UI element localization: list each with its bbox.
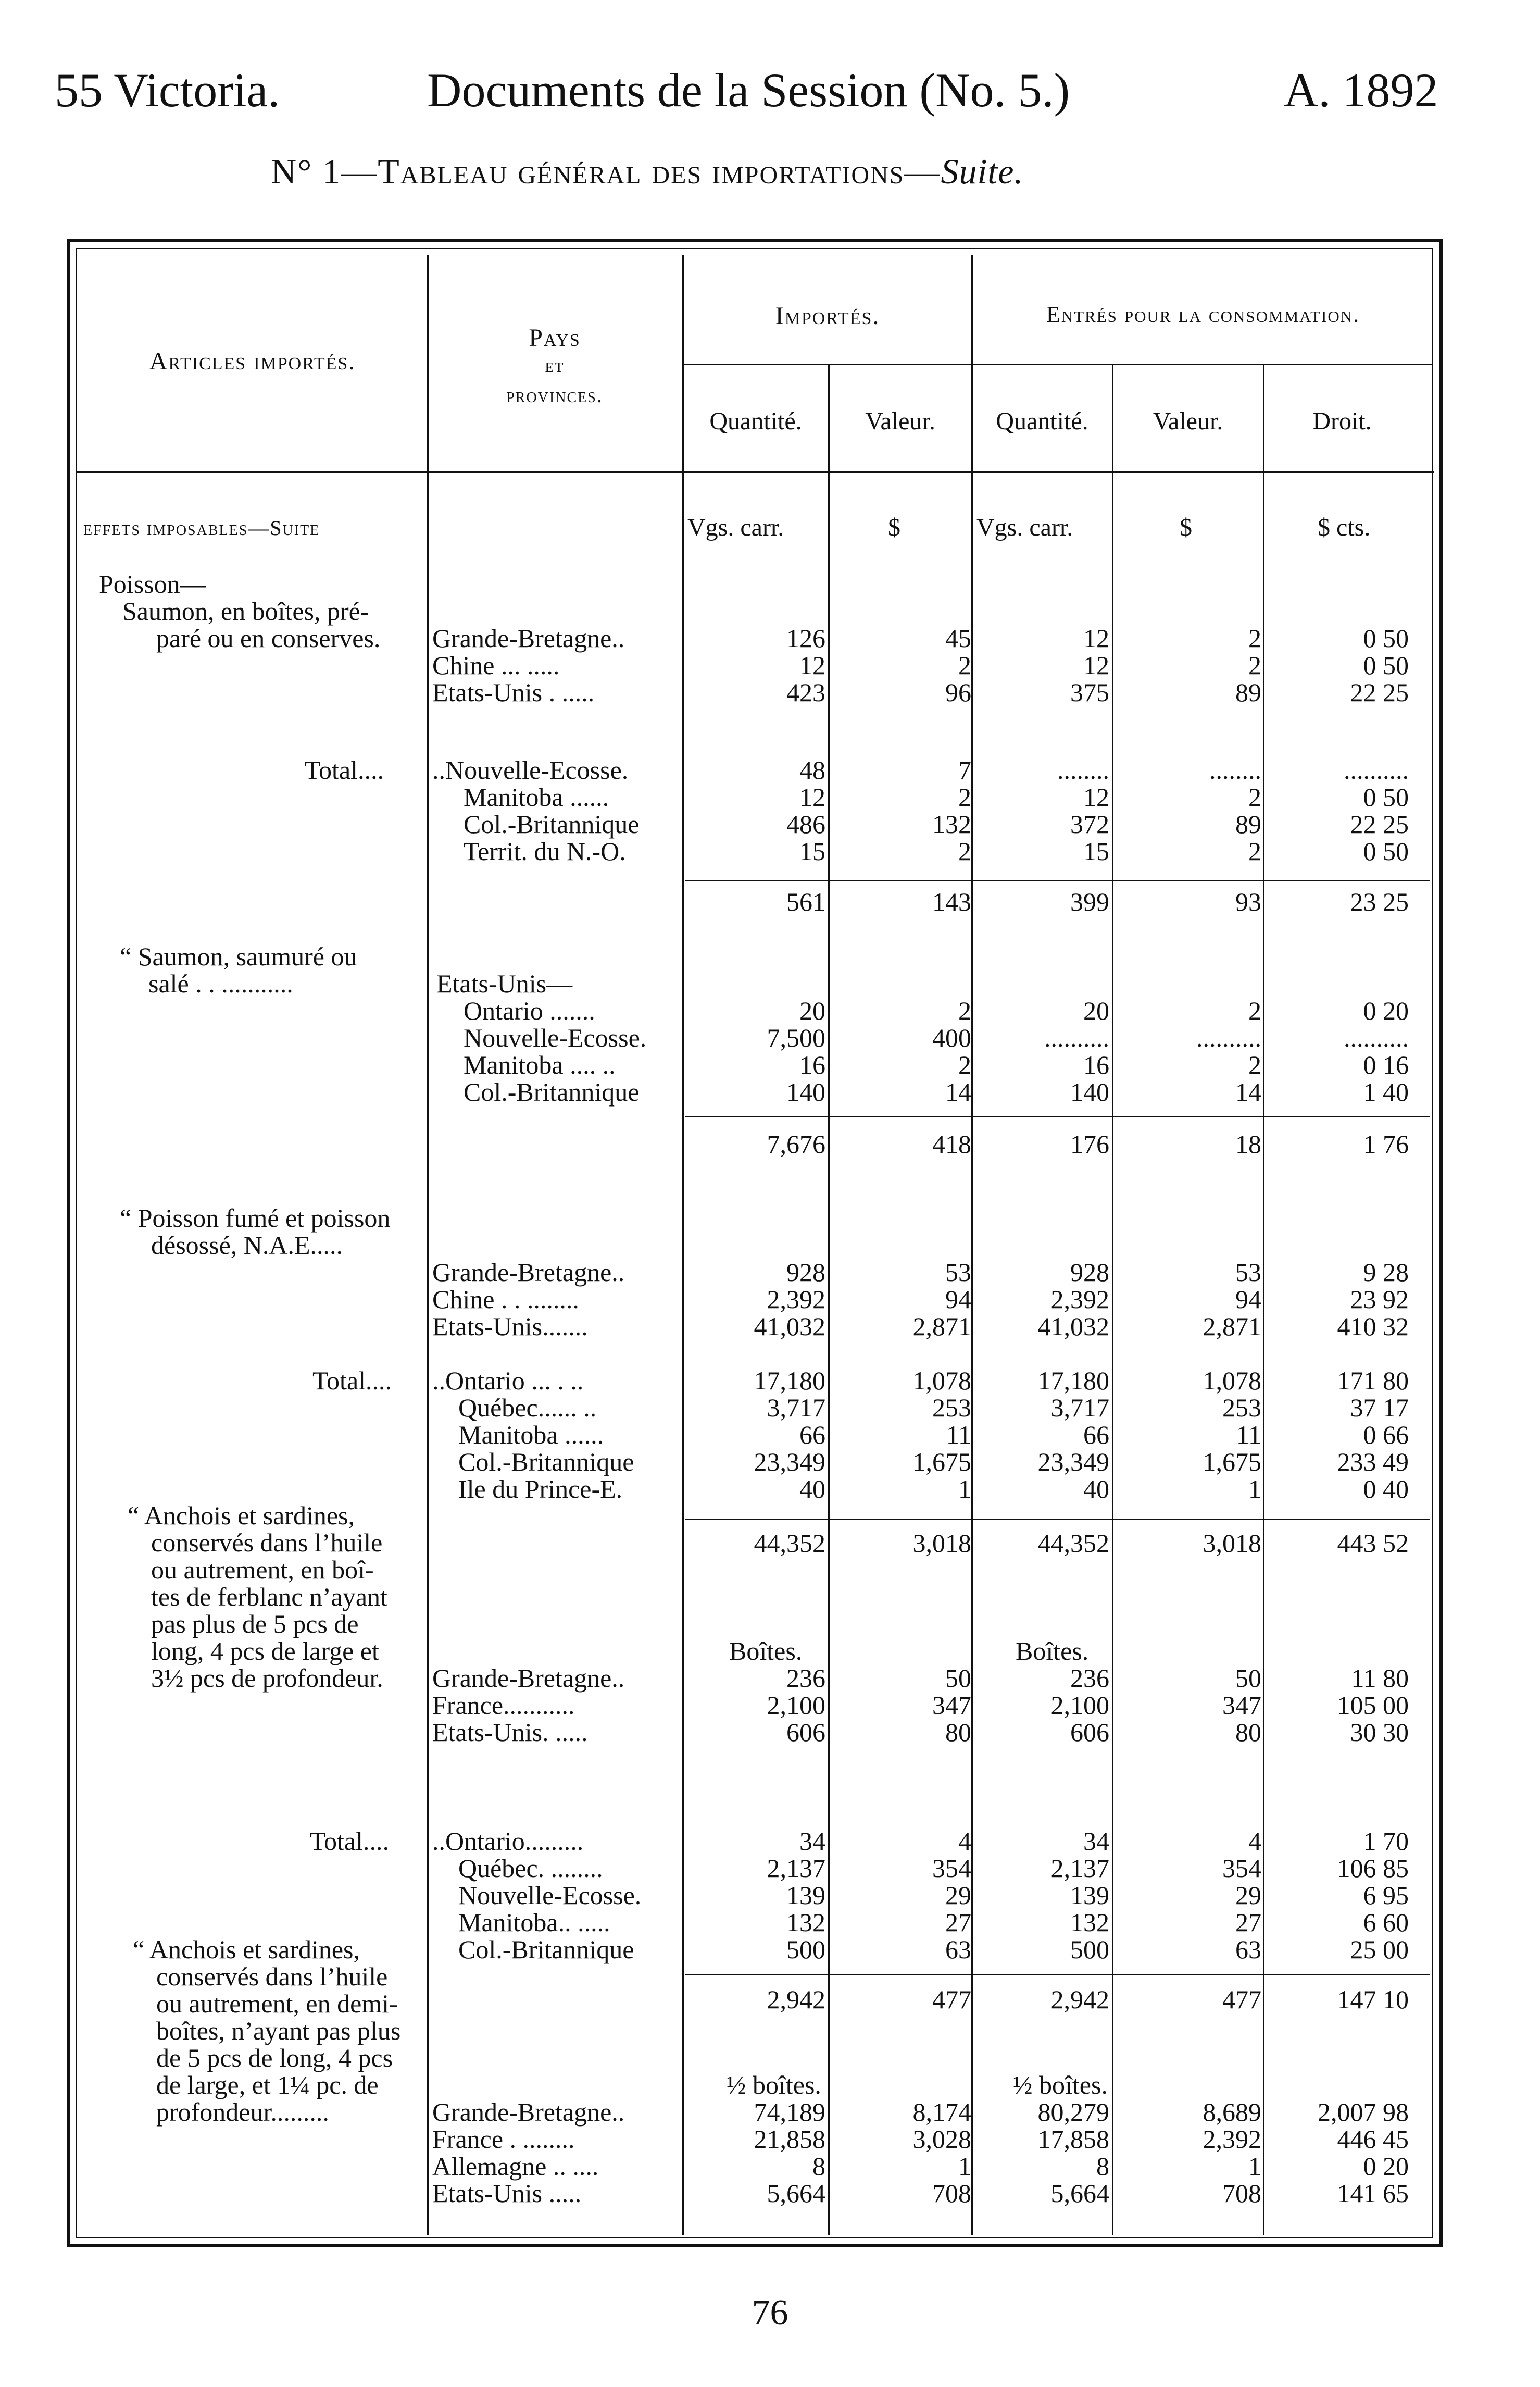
value-imported-cell: 418 (932, 1129, 971, 1159)
country-cell: Manitoba ...... (464, 782, 609, 812)
quantity-consumed-cell: 15 (1083, 837, 1109, 866)
duty-cell: 0 66 (1363, 1420, 1409, 1449)
value-imported-cell: 1 (958, 1474, 971, 1503)
value-consumed-cell: 477 (1222, 1985, 1261, 2014)
quantity-consumed-cell: 80,279 (1037, 2097, 1109, 2127)
article-saumon-1: Saumon, en boîtes, pré- (122, 596, 369, 626)
quantity-consumed-cell: 8 (1096, 2152, 1109, 2181)
table-title: N° 1—Tableau général des importations—Suite. (271, 152, 1024, 191)
header-year: A. 1892 (1284, 64, 1438, 117)
table-row (0, 1024, 1540, 1051)
quantity-imported-cell: 74,189 (754, 2097, 825, 2127)
value-consumed-cell: 63 (1235, 1935, 1261, 1964)
value-consumed-cell: 11 (1236, 1420, 1261, 1449)
country-cell: Etats-Unis ..... (432, 2179, 582, 2208)
quantity-imported-cell: 44,352 (754, 1528, 825, 1558)
header-et: et (545, 355, 565, 377)
duty-cell: 23 25 (1350, 887, 1409, 916)
quantity-imported-cell: 2,392 (767, 1285, 825, 1314)
unit-q2: Vgs. carr. (976, 514, 1073, 541)
value-imported-cell: 8,174 (912, 2097, 971, 2127)
table-row (0, 625, 1540, 652)
article-anchois2-4: boîtes, n’ayant pas plus (156, 2016, 401, 2045)
value-imported-cell: 96 (945, 678, 971, 707)
value-consumed-cell: 347 (1222, 1690, 1261, 1720)
table-row (0, 1827, 1540, 1855)
quantity-imported-cell: 928 (786, 1258, 825, 1287)
header-rule-bottom (77, 471, 1434, 473)
duty-cell: 11 80 (1351, 1663, 1409, 1693)
country-cell: Ile du Prince-E. (458, 1474, 623, 1503)
country-cell: Grande-Bretagne.. (432, 1258, 625, 1287)
table-row (0, 1692, 1540, 1719)
duty-cell: 106 85 (1337, 1854, 1409, 1883)
quantity-imported-cell: 16 (799, 1050, 825, 1079)
article-saumure-1: “ Saumon, saumuré ou (120, 942, 357, 971)
duty-cell: 0 16 (1363, 1050, 1409, 1079)
quantity-consumed-cell: 23,349 (1037, 1447, 1109, 1476)
quantity-consumed-cell: 132 (1070, 1908, 1109, 1937)
quantity-consumed-cell: 41,032 (1037, 1312, 1109, 1341)
total-rule (685, 1974, 1430, 1975)
value-consumed-cell: 2 (1248, 996, 1261, 1025)
header-quantite-entres: Quantité. (996, 407, 1088, 435)
header-quantite-importes: Quantité. (709, 407, 802, 435)
article-anchois1-5: pas plus de 5 pcs de (151, 1609, 359, 1638)
value-imported-cell: 1,675 (912, 1447, 971, 1476)
quantity-imported-cell: 48 (799, 755, 825, 785)
table-row (0, 2153, 1540, 2180)
country-cell: Col.-Britannique (464, 1077, 640, 1107)
quantity-consumed-cell: 500 (1070, 1935, 1109, 1964)
value-imported-cell: 354 (932, 1854, 971, 1883)
country-cell: Allemagne .. .... (432, 2152, 599, 2181)
quantity-imported-cell: 20 (799, 996, 825, 1025)
quantity-consumed-cell: 2,137 (1050, 1854, 1109, 1883)
duty-cell: 23 92 (1350, 1285, 1409, 1314)
unit-q1: Vgs. carr. (687, 514, 784, 541)
table-row (0, 1855, 1540, 1882)
quantity-consumed-cell: 17,858 (1037, 2124, 1109, 2154)
quantity-imported-cell: 40 (799, 1474, 825, 1503)
page-number: 76 (752, 2293, 788, 2333)
quantity-consumed-cell: 2,100 (1050, 1690, 1109, 1720)
article-fume-2: désossé, N.A.E..... (151, 1230, 343, 1260)
value-consumed-cell: 27 (1235, 1908, 1261, 1937)
quantity-imported-cell: 12 (799, 651, 825, 680)
table-row (0, 1286, 1540, 1313)
quantity-imported-cell: 17,180 (754, 1366, 825, 1395)
table-row (0, 1986, 1540, 2013)
duty-cell: 141 65 (1337, 2179, 1409, 2208)
value-imported-cell: 53 (945, 1258, 971, 1287)
value-imported-cell: 4 (958, 1826, 971, 1856)
quantity-imported-cell: 423 (786, 678, 825, 707)
quantity-imported-cell: 126 (786, 624, 825, 653)
total-label: Total.... (310, 1826, 390, 1856)
quantity-imported-cell: 236 (786, 1663, 825, 1693)
article-anchois1-1: “ Anchois et sardines, (128, 1501, 355, 1530)
quantity-imported-cell: 21,858 (754, 2124, 825, 2154)
table-row (0, 1367, 1540, 1394)
value-consumed-cell: 1 (1248, 1474, 1261, 1503)
quantity-imported-cell: 3,717 (767, 1393, 825, 1422)
duty-cell: 6 60 (1363, 1908, 1409, 1937)
section-label: effets imposables—Suite (83, 516, 320, 540)
country-cell: Nouvelle-Ecosse. (458, 1881, 642, 1910)
table-row (0, 679, 1540, 706)
quantity-imported-cell: 34 (799, 1826, 825, 1856)
header-articles: Articles importés. (149, 347, 356, 375)
header-rule-groups (682, 364, 1432, 365)
value-consumed-cell: 2 (1248, 782, 1261, 812)
quantity-imported-cell: 15 (799, 837, 825, 866)
country-cell: France . ........ (432, 2124, 575, 2154)
value-imported-cell: 45 (945, 624, 971, 653)
quantity-consumed-cell: 176 (1070, 1129, 1109, 1159)
article-anchois2-7: profondeur......... (156, 2097, 329, 2127)
quantity-consumed-cell: 375 (1070, 678, 1109, 707)
duty-cell: 446 45 (1337, 2124, 1409, 2154)
value-imported-cell: 477 (932, 1985, 971, 2014)
value-imported-cell: 2,871 (912, 1312, 971, 1341)
country-cell: Québec...... .. (458, 1393, 597, 1422)
quantity-consumed-cell: 140 (1070, 1077, 1109, 1107)
country-cell: Grande-Bretagne.. (432, 624, 625, 653)
quantity-consumed-cell: 372 (1070, 810, 1109, 839)
value-imported-cell: 11 (946, 1420, 971, 1449)
value-consumed-cell: 89 (1235, 678, 1261, 707)
value-imported-cell: 3,028 (912, 2124, 971, 2154)
country-cell: Manitoba .... .. (464, 1050, 616, 1079)
quantity-imported-cell: 23,349 (754, 1447, 825, 1476)
table-row (0, 888, 1540, 915)
quantity-consumed-cell: 17,180 (1037, 1366, 1109, 1395)
country-cell: ..Nouvelle-Ecosse. (432, 755, 629, 785)
value-consumed-cell: 29 (1235, 1881, 1261, 1910)
table-row (0, 811, 1540, 838)
value-imported-cell: 14 (945, 1077, 971, 1107)
duty-cell: 0 50 (1363, 837, 1409, 866)
country-cell: Etats-Unis . ..... (432, 678, 595, 707)
duty-cell: 0 20 (1363, 2152, 1409, 2181)
country-cell: Manitoba ...... (458, 1420, 604, 1449)
value-imported-cell: 2 (958, 837, 971, 866)
quantity-consumed-cell: 606 (1070, 1718, 1109, 1747)
quantity-imported-cell: 561 (786, 887, 825, 916)
article-anchois1-6: long, 4 pcs de large et (151, 1636, 379, 1665)
unit-demi-boites-entres: ½ boîtes. (1013, 2070, 1108, 2099)
value-imported-cell: 29 (945, 1881, 971, 1910)
table-row (0, 2125, 1540, 2153)
table-row (0, 2180, 1540, 2207)
value-consumed-cell: ........ (1209, 755, 1261, 785)
duty-cell: 30 30 (1350, 1718, 1409, 1747)
quantity-imported-cell: 12 (799, 782, 825, 812)
duty-cell: 2,007 98 (1318, 2097, 1409, 2127)
country-cell: Col.-Britannique (458, 1935, 634, 1964)
table-row (0, 1664, 1540, 1692)
duty-cell: 1 40 (1363, 1077, 1409, 1107)
value-consumed-cell: 50 (1235, 1663, 1261, 1693)
quantity-imported-cell: 139 (786, 1881, 825, 1910)
article-anchois1-7: 3½ pcs de profondeur. (151, 1663, 383, 1693)
etats-unis-group: Etats-Unis— (436, 969, 573, 998)
total-label: Total.... (305, 755, 384, 785)
duty-cell: .......... (1344, 1023, 1409, 1052)
unit-boites-importes: Boîtes. (729, 1636, 803, 1665)
quantity-imported-cell: 5,664 (767, 2179, 825, 2208)
value-imported-cell: 253 (932, 1393, 971, 1422)
unit-d: $ cts. (1318, 514, 1371, 541)
quantity-imported-cell: 7,500 (767, 1023, 825, 1052)
table-row (0, 1130, 1540, 1158)
value-consumed-cell: 2,392 (1203, 2124, 1261, 2154)
article-anchois1-3: ou autrement, en boî- (151, 1555, 374, 1584)
total-rule (685, 880, 1430, 881)
country-cell: Grande-Bretagne.. (432, 2097, 625, 2127)
table-row (0, 1448, 1540, 1475)
country-cell: Etats-Unis....... (432, 1312, 588, 1341)
article-anchois1-4: tes de ferblanc n’ayant (151, 1582, 387, 1611)
quantity-consumed-cell: 66 (1083, 1420, 1109, 1449)
country-cell: France........... (432, 1690, 575, 1720)
country-cell: Territ. du N.-O. (464, 837, 626, 866)
header-pays: Pays (529, 324, 581, 352)
quantity-consumed-cell: 2,942 (1050, 1985, 1109, 2014)
country-cell: Chine . . ........ (432, 1285, 579, 1314)
table-row (0, 2098, 1540, 2125)
value-consumed-cell: 14 (1235, 1077, 1261, 1107)
duty-cell: .......... (1344, 755, 1409, 785)
country-cell: Chine ... ..... (432, 651, 560, 680)
duty-cell: 0 20 (1363, 996, 1409, 1025)
table-row (0, 652, 1540, 679)
value-imported-cell: 132 (932, 810, 971, 839)
value-consumed-cell: 1 (1248, 2152, 1261, 2181)
quantity-imported-cell: 2,137 (767, 1854, 825, 1883)
table-row (0, 1421, 1540, 1448)
article-anchois2-6: de large, et 1¼ pc. de (156, 2070, 379, 2099)
table-row (0, 1936, 1540, 1963)
value-consumed-cell: 1,078 (1203, 1366, 1261, 1395)
country-cell: Col.-Britannique (464, 810, 640, 839)
table-row (0, 1051, 1540, 1078)
quantity-imported-cell: 2,100 (767, 1690, 825, 1720)
duty-cell: 0 50 (1363, 624, 1409, 653)
duty-cell: 0 40 (1363, 1474, 1409, 1503)
quantity-consumed-cell: 12 (1083, 782, 1109, 812)
page-header (55, 63, 1461, 135)
value-imported-cell: 50 (945, 1663, 971, 1693)
unit-boites-entres: Boîtes. (1016, 1636, 1089, 1665)
header-importes: Importés. (775, 302, 880, 330)
value-imported-cell: 7 (958, 755, 971, 785)
table-row (0, 1475, 1540, 1502)
value-consumed-cell: 1,675 (1203, 1447, 1261, 1476)
value-consumed-cell: 2,871 (1203, 1312, 1261, 1341)
duty-cell: 105 00 (1337, 1690, 1409, 1720)
quantity-consumed-cell: 34 (1083, 1826, 1109, 1856)
article-anchois2-1: “ Anchois et sardines, (133, 1935, 360, 1964)
quantity-consumed-cell: .......... (1044, 1023, 1109, 1052)
duty-cell: 9 28 (1363, 1258, 1409, 1287)
value-imported-cell: 400 (932, 1023, 971, 1052)
value-imported-cell: 27 (945, 1908, 971, 1937)
value-consumed-cell: 18 (1235, 1129, 1261, 1159)
article-anchois2-5: de 5 pcs de long, 4 pcs (156, 2043, 393, 2072)
value-imported-cell: 2 (958, 651, 971, 680)
value-consumed-cell: 2 (1248, 837, 1261, 866)
value-consumed-cell: 53 (1235, 1258, 1261, 1287)
unit-demi-boites-importes: ½ boîtes. (727, 2070, 821, 2099)
country-cell: Manitoba.. ..... (458, 1908, 610, 1937)
duty-cell: 1 76 (1363, 1129, 1409, 1159)
table-row (0, 1313, 1540, 1340)
quantity-consumed-cell: 40 (1083, 1474, 1109, 1503)
duty-cell: 147 10 (1337, 1985, 1409, 2014)
value-consumed-cell: 3,018 (1203, 1528, 1261, 1558)
value-imported-cell: 63 (945, 1935, 971, 1964)
article-saumure-2: salé . . ........... (148, 969, 293, 998)
header-valeur-importes: Valeur. (865, 407, 935, 435)
article-poisson: Poisson— (99, 569, 206, 599)
quantity-consumed-cell: 139 (1070, 1881, 1109, 1910)
quantity-imported-cell: 606 (786, 1718, 825, 1747)
article-saumon-2: paré ou en conserves. (156, 624, 381, 653)
value-consumed-cell: 8,689 (1203, 2097, 1261, 2127)
country-cell: Grande-Bretagne.. (432, 1663, 625, 1693)
duty-cell: 22 25 (1350, 810, 1409, 839)
unit-v1: $ (888, 514, 900, 541)
total-label: Total.... (312, 1366, 392, 1395)
duty-cell: 410 32 (1337, 1312, 1409, 1341)
duty-cell: 6 95 (1363, 1881, 1409, 1910)
value-imported-cell: 143 (932, 887, 971, 916)
duty-cell: 233 49 (1337, 1447, 1409, 1476)
table-row (0, 1909, 1540, 1936)
quantity-consumed-cell: 12 (1083, 624, 1109, 653)
header-entres: Entrés pour la consommation. (1046, 302, 1360, 327)
quantity-consumed-cell: 16 (1083, 1050, 1109, 1079)
value-consumed-cell: 2 (1248, 1050, 1261, 1079)
value-consumed-cell: .......... (1196, 1023, 1261, 1052)
duty-cell: 25 00 (1350, 1935, 1409, 1964)
table-row (0, 1078, 1540, 1105)
value-imported-cell: 708 (932, 2179, 971, 2208)
quantity-imported-cell: 7,676 (767, 1129, 825, 1159)
country-cell: ..Ontario......... (432, 1826, 584, 1856)
value-imported-cell: 94 (945, 1285, 971, 1314)
value-imported-cell: 2 (958, 996, 971, 1025)
duty-cell: 37 17 (1350, 1393, 1409, 1422)
unit-v2: $ (1180, 514, 1192, 541)
header-droit: Droit. (1312, 407, 1372, 435)
header-provinces: provinces. (506, 383, 603, 407)
quantity-imported-cell: 8 (812, 2152, 825, 2181)
quantity-imported-cell: 66 (799, 1420, 825, 1449)
country-cell: Nouvelle-Ecosse. (464, 1023, 647, 1052)
header-document: Documents de la Session (No. 5.) (427, 64, 1070, 117)
article-anchois1-2: conservés dans l’huile (151, 1528, 383, 1557)
value-consumed-cell: 80 (1235, 1718, 1261, 1747)
value-consumed-cell: 2 (1248, 651, 1261, 680)
duty-cell: 0 50 (1363, 782, 1409, 812)
quantity-consumed-cell: 12 (1083, 651, 1109, 680)
value-consumed-cell: 354 (1222, 1854, 1261, 1883)
duty-cell: 22 25 (1350, 678, 1409, 707)
quantity-imported-cell: 486 (786, 810, 825, 839)
value-imported-cell: 80 (945, 1718, 971, 1747)
total-rule (685, 1116, 1430, 1117)
quantity-consumed-cell: ........ (1057, 755, 1109, 785)
table-row (0, 838, 1540, 865)
quantity-imported-cell: 41,032 (754, 1312, 825, 1341)
quantity-consumed-cell: 236 (1070, 1663, 1109, 1693)
quantity-imported-cell: 500 (786, 1935, 825, 1964)
table-row (0, 1882, 1540, 1909)
duty-cell: 1 70 (1363, 1826, 1409, 1856)
quantity-imported-cell: 132 (786, 1908, 825, 1937)
quantity-imported-cell: 140 (786, 1077, 825, 1107)
table-row (0, 1394, 1540, 1421)
value-imported-cell: 2 (958, 1050, 971, 1079)
header-session: 55 Victoria. (55, 64, 280, 117)
table-row (0, 1530, 1540, 1557)
value-imported-cell: 2 (958, 782, 971, 812)
country-cell: Col.-Britannique (458, 1447, 634, 1476)
table-row (0, 1719, 1540, 1746)
value-imported-cell: 1,078 (912, 1366, 971, 1395)
country-cell: Etats-Unis. ..... (432, 1718, 588, 1747)
value-imported-cell: 3,018 (912, 1528, 971, 1558)
article-fume-1: “ Poisson fumé et poisson (120, 1203, 391, 1233)
value-imported-cell: 347 (932, 1690, 971, 1720)
duty-cell: 171 80 (1337, 1366, 1409, 1395)
country-cell: ..Ontario ... . .. (432, 1366, 584, 1395)
quantity-consumed-cell: 399 (1070, 887, 1109, 916)
article-anchois2-3: ou autrement, en demi- (156, 1989, 398, 2018)
duty-cell: 443 52 (1337, 1528, 1409, 1558)
quantity-consumed-cell: 928 (1070, 1258, 1109, 1287)
value-consumed-cell: 89 (1235, 810, 1261, 839)
quantity-consumed-cell: 20 (1083, 996, 1109, 1025)
value-consumed-cell: 253 (1222, 1393, 1261, 1422)
country-cell: Québec. ........ (458, 1854, 603, 1883)
quantity-consumed-cell: 5,664 (1050, 2179, 1109, 2208)
value-imported-cell: 1 (958, 2152, 971, 2181)
value-consumed-cell: 2 (1248, 624, 1261, 653)
quantity-consumed-cell: 44,352 (1037, 1528, 1109, 1558)
quantity-consumed-cell: 2,392 (1050, 1285, 1109, 1314)
table-row (0, 784, 1540, 811)
value-consumed-cell: 94 (1235, 1285, 1261, 1314)
country-cell: Ontario ....... (464, 996, 595, 1025)
article-anchois2-2: conservés dans l’huile (156, 1962, 388, 1991)
value-consumed-cell: 93 (1235, 887, 1261, 916)
total-rule (685, 1519, 1430, 1520)
table-row (0, 997, 1540, 1024)
quantity-imported-cell: 2,942 (767, 1985, 825, 2014)
value-consumed-cell: 4 (1248, 1826, 1261, 1856)
quantity-consumed-cell: 3,717 (1050, 1393, 1109, 1422)
duty-cell: 0 50 (1363, 651, 1409, 680)
table-row (0, 1259, 1540, 1286)
header-valeur-entres: Valeur. (1153, 407, 1223, 435)
value-consumed-cell: 708 (1222, 2179, 1261, 2208)
table-row (0, 756, 1540, 784)
